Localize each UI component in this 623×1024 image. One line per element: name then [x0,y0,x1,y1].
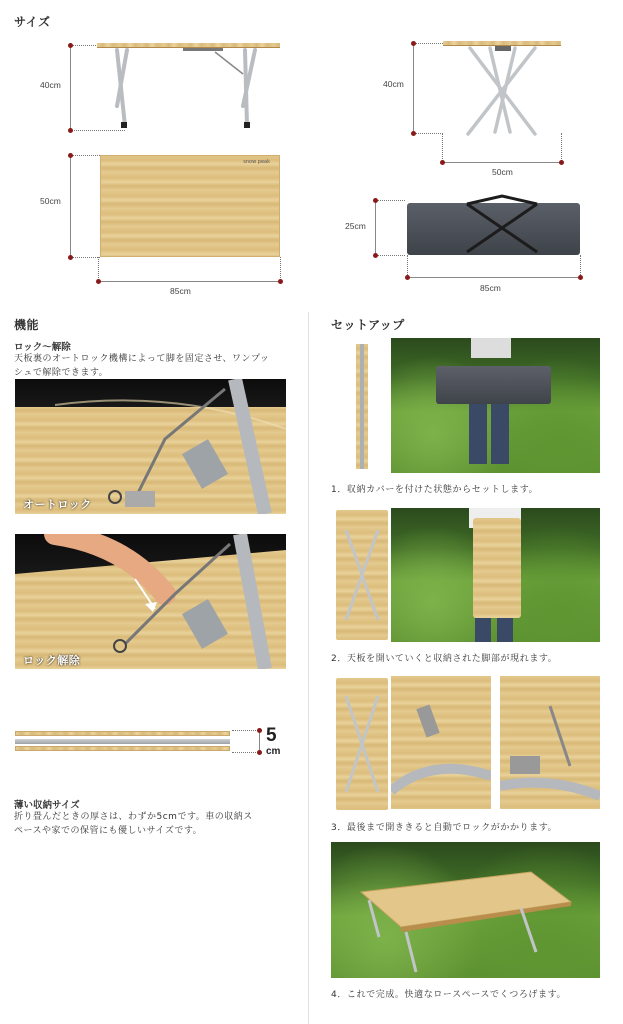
dimension-dot [578,275,583,280]
step1-caption: 1．収納カバーを付けた状態からセットします。 [331,485,539,495]
end-view-diagram [380,30,580,180]
unlock-label: ロック解除 [23,654,81,667]
step3-caption: 3．最後まで開ききると自動でロックがかかります。 [331,823,558,833]
dimension-dot [440,160,445,165]
lock-text-line: シュで解除できます。 [14,368,109,378]
step2-opened-table [336,510,388,640]
top-length-label: 85cm [170,286,191,296]
bag-view-diagram [340,190,600,300]
auto-lock-photo [15,379,286,514]
bag-height-label: 25cm [345,221,366,231]
step1-photo [391,338,600,473]
dimension-dot [68,43,73,48]
step4-caption: 4．これで完成。快適なロースペースでくつろげます。 [331,990,567,1000]
bag-straps [407,190,582,256]
dimension-dot [96,279,101,284]
step4-photo [331,842,600,978]
dimension-dot [68,255,73,260]
thickness-unit: cm [266,746,281,757]
step3-opened-table [336,678,388,810]
dimension-dot [559,160,564,165]
bag-length-label: 85cm [480,283,501,293]
brand-mark: snow peak [243,159,270,165]
step3-photo-b [500,676,600,809]
lock-text-line: 天板裏のオートロック機構によって脚を固定させ、ワンプッ [14,354,270,364]
dimension-dot [373,253,378,258]
auto-lock-label: オートロック [23,498,92,511]
top-width-label: 50cm [40,196,61,206]
step3-photo-a [391,676,491,809]
table-top-view [100,155,280,257]
dimension-dot [411,131,416,136]
thin-text-line: 折り畳んだときの厚さは、わずか5cmです。車の収納ス [14,812,253,822]
table-legs-side [95,46,285,136]
step1-folded-table [356,344,368,469]
features-heading: 機能 [14,318,40,332]
dimension-dot [411,41,416,46]
lock-description [14,352,304,380]
dimension-dot [68,153,73,158]
table-legs-end [440,46,565,141]
thickness-value: 5 [266,725,277,746]
unlock-photo [15,534,286,669]
thin-text-line: ペースや家での保管にも優しいサイズです。 [14,826,203,836]
step2-photo [391,508,600,642]
lock-title: ロック～解除 [14,342,71,353]
column-divider [308,312,309,1024]
step2-caption: 2．天板を開いていくと収納された脚部が現れます。 [331,654,558,664]
folded-table-bottom [15,746,230,751]
folded-table-top [15,731,230,736]
end-width-label: 50cm [492,167,513,177]
dimension-dot [278,279,283,284]
dimension-dot [68,128,73,133]
size-heading: サイズ [14,15,51,29]
thin-description [14,810,304,838]
dimension-dot [373,198,378,203]
end-height-label: 40cm [383,79,404,89]
dimension-dot [405,275,410,280]
dimension-dot [257,728,262,733]
folded-legs [15,739,230,744]
setup-heading: セットアップ [331,318,405,332]
thin-title: 薄い収納サイズ [14,800,80,811]
side-height-label: 40cm [40,80,61,90]
dimension-dot [257,750,262,755]
